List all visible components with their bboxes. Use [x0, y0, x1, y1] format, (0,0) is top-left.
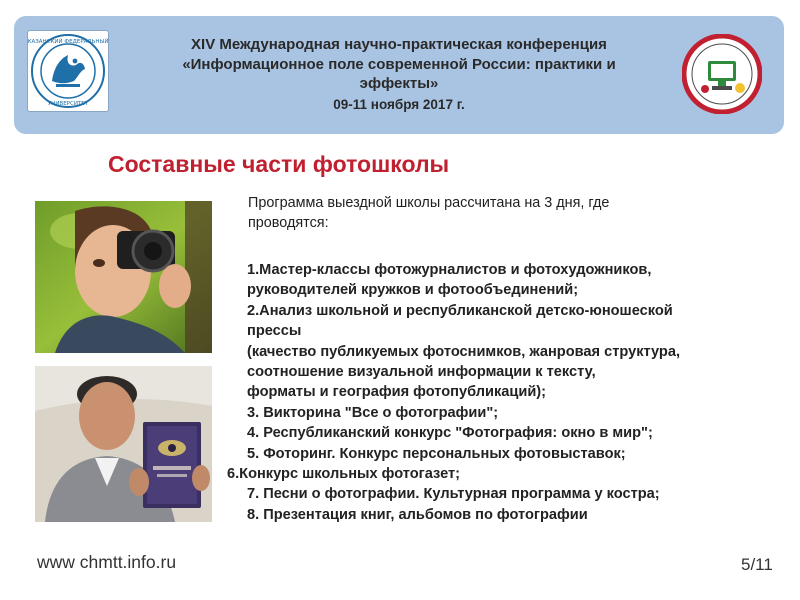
conference-title-line2: «Информационное поле современной России: практики и	[182, 55, 616, 73]
slide-title: Составные части фотошколы	[108, 151, 450, 177]
list-item: 8. Презентация книг, альбомов по фотографии	[247, 506, 588, 523]
conference-header	[14, 16, 784, 134]
program-intro-line1: Программа выездной школы рассчитана на 3 дня, где	[248, 195, 610, 211]
girl-with-camera-photo-icon	[35, 201, 212, 353]
program-intro	[248, 193, 748, 233]
photo-man-with-book	[35, 366, 212, 522]
university-seal-icon	[28, 31, 108, 111]
page-number: 5/11	[741, 555, 773, 574]
list-item: 6.Конкурс школьных фотогазет;	[227, 466, 461, 483]
list-item: прессы	[247, 323, 302, 340]
conference-title-line3: эффекты»	[359, 75, 439, 92]
svg-text:КАЗАНСКИЙ ФЕДЕРАЛЬНЫЙ: КАЗАНСКИЙ ФЕДЕРАЛЬНЫЙ	[28, 39, 108, 45]
list-item: 4. Республиканский конкурс "Фотография: окно в мир";	[247, 425, 653, 442]
list-item: форматы и география фотопубликаций);	[247, 384, 547, 401]
list-item: 3. Викторина "Все о фотографии";	[247, 404, 499, 421]
chmtt-logo	[682, 34, 762, 114]
list-item: (качество публикуемых фотоснимков, жанровая структура,	[247, 343, 681, 360]
conference-title-line1: XIV Международная научно-практическая конференция	[191, 36, 607, 53]
list-item: 5. Фоторинг. Конкурс персональных фотовыставок;	[247, 445, 626, 462]
list-item: 7. Песни о фотографии. Культурная программа у костра;	[247, 486, 660, 503]
list-item: 2.Анализ школьной и республиканской детско-юношеской	[247, 302, 673, 319]
man-with-book-photo-icon	[35, 366, 212, 522]
conference-date: 09-11 ноября 2017 г.	[333, 96, 465, 112]
photo-girl-with-camera	[35, 201, 212, 353]
svg-text:УНИВЕРСИТЕТ: УНИВЕРСИТЕТ	[47, 101, 89, 107]
list-item: руководителей кружков и фотообъединений;	[247, 282, 579, 299]
list-item: соотношение визуальной информации к тексту,	[247, 364, 596, 381]
footer-website: www chmtt.info.ru	[37, 552, 177, 572]
program-items-list	[227, 260, 787, 525]
conference-title	[132, 35, 666, 114]
chmtt-emblem-icon	[682, 34, 762, 114]
list-item: 1.Мастер-классы фотожурналистов и фотохудожников,	[247, 262, 652, 278]
program-intro-line2: проводятся:	[248, 215, 329, 231]
university-logo	[28, 31, 108, 111]
